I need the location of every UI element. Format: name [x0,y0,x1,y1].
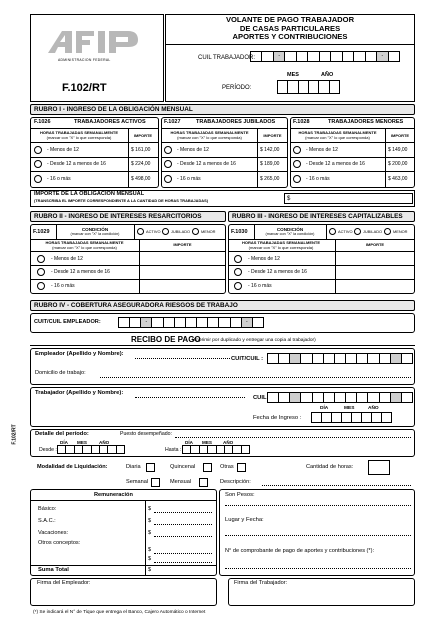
desde-field[interactable] [57,445,125,454]
radio-menos-12[interactable] [34,146,42,154]
col-importe: IMPORTE [133,133,153,138]
radio-desde-12[interactable] [234,268,242,276]
desde-label: Desde : [39,447,57,453]
fi-anio: AÑO [368,406,379,411]
cuil-trabajador-field[interactable]: - - [250,51,400,62]
panel-name: TRABAJADORES ACTIVOS [74,119,146,125]
footnote: (*) Se indicará el N° de Tique que entrega el Banco, Cajero Automático o Internet [33,610,206,615]
fecha-ingreso-label: Fecha de Ingreso : [253,415,302,421]
importe-obligacion-sub: (TRANSCRIBA EL IMPORTE CORRESPONDIENTE A LA CANTIDAD DE HORAS TRABAJADAS) [34,198,208,203]
opt-jubilado: JUBILADO [363,229,383,234]
row-label: - Desde 12 a menos de 16 [248,269,307,275]
logo-subtitle: ADMINISTRACION FEDERAL [58,58,111,62]
row-label: - Menos de 12 [248,256,280,262]
rubro-3-title: RUBRO III - INGRESO DE INTERESES CAPITALIZABLES [228,211,415,222]
row-importe: $ 189,00 [260,161,280,167]
domicilio-input[interactable] [100,377,411,378]
recibo-subtitle: (Imprimir por duplicado y entregar una copia al trabajador) [192,338,316,343]
afip-logo [46,29,146,55]
radio-menor[interactable] [384,228,391,235]
cuil-label: CUIL: [253,395,269,401]
anio-label: AÑO [321,72,334,78]
cuil-trabajador-label: CUIL TRABAJADOR: [198,55,256,61]
rubro-4-title: RUBRO IV - COBERTURA ASEGURADORA RIESGOS DE TRABAJO [30,300,415,311]
rubro-1-title: RUBRO I - INGRESO DE LA OBLIGACIÓN MENSUAL [30,104,415,115]
radio-16-mas[interactable] [34,175,42,183]
periodo-field[interactable] [277,80,340,94]
diaria-checkbox[interactable] [146,463,155,472]
comprobante-label: N° de comprobante de pago de aportes y contribuciones (*): [225,548,375,554]
firma-trabajador-label: Firma del Trabajador: [234,580,288,586]
son-pesos-label: Son Pesos: [225,492,255,498]
otros-currency-1: $ [148,547,152,553]
mes-label: MES [287,72,299,78]
opt-jubilado: JUBILADO [171,229,191,234]
detalle-label: Detalle del período: [35,431,89,437]
row-label: - Desde 12 a menos de 16 [51,269,110,275]
radio-16-mas[interactable] [37,282,45,290]
otras-checkbox[interactable] [237,463,246,472]
rubro2-code: F.1029 [33,229,50,235]
row-label: - 16 o más [306,176,330,182]
vacaciones-input[interactable] [154,536,212,537]
row-importe: $ 161,00 [131,147,151,153]
trabajador-input[interactable] [135,397,245,398]
row-importe: $ 224,00 [131,161,151,167]
panel-code: F.1028 [293,119,310,125]
radio-desde-12[interactable] [164,160,172,168]
recibo-title: RECIBO DE PAGO [131,335,201,344]
son-pesos-input-1[interactable] [225,505,411,506]
cuit-empleador-label: CUIT/CUIL EMPLEADOR: [34,319,101,325]
diaria-label: Diaria [126,464,141,470]
lugar-fecha-label: Lugar y Fecha: [225,517,264,523]
row-label: - Menos de 12 [177,147,209,153]
radio-jubilado[interactable] [162,228,169,235]
firma-empleador-label: Firma del Empleador: [37,580,91,586]
basico-input[interactable] [154,512,212,513]
vacaciones-label: Vacaciones: [38,530,69,536]
row-label: - 16 o más [177,176,201,182]
form-title-line-3: APORTES Y CONTRIBUCIONES [232,32,348,42]
radio-menos-12[interactable] [37,255,45,263]
sac-input[interactable] [154,524,212,525]
vacaciones-currency: $ [148,530,152,536]
condicion-label: CONDICIÓN (marcar con "X" la condición) [265,227,315,237]
row-importe: $ 498,00 [131,176,151,182]
row-label: - Menos de 12 [47,147,79,153]
descripcion-label: Descripción: [220,479,251,485]
col-horas: HORAS TRABAJADAS SEMANALMENTE (marcar con "X" lo que corresponda) [170,130,249,140]
row-label: - Desde 12 a menos de 16 [306,161,365,167]
rubro3-code: F.1030 [231,229,248,235]
opt-activo: ACTIVO [146,229,161,234]
radio-menos-12[interactable] [164,146,172,154]
row-label: - Menos de 12 [306,147,338,153]
hasta-anio: AÑO [223,440,234,445]
suma-total-currency: $ [148,567,152,573]
sac-currency: $ [148,518,152,524]
semanal-label: Semanal [126,479,149,485]
importe-obligacion-input[interactable] [284,193,413,204]
radio-desde-12[interactable] [293,160,301,168]
row-label: - Menos de 12 [51,256,83,262]
fi-dia: DÍA [320,406,329,411]
radio-desde-12[interactable] [34,160,42,168]
cuit-cuil-field[interactable] [267,353,413,364]
radio-16-mas[interactable] [234,282,242,290]
hasta-mes: MES [202,440,212,445]
empleador-input[interactable] [135,358,230,359]
hasta-label: Hasta : [165,447,182,453]
radio-activo[interactable] [137,228,144,235]
quincenal-checkbox[interactable] [203,463,212,472]
semanal-checkbox[interactable] [151,478,160,487]
importe-obligacion-label: IMPORTE DE LA OBLIGACIÓN MENSUAL [34,191,145,197]
form-title-line-2: DE CASAS PARTICULARES [239,23,341,33]
col-importe: IMPORTE [173,242,192,247]
quincenal-label: Quincenal [170,464,196,470]
form-code: F.102/RT [62,82,107,94]
basico-label: Básico: [38,506,57,512]
col-horas: HORAS TRABAJADAS SEMANALMENTE (marcar con "X" lo que corresponda) [298,130,377,140]
basico-currency: $ [148,506,152,512]
row-importe: $ 463,00 [388,176,408,182]
col-importe: IMPORTE [365,242,385,247]
fi-mes: MES [344,406,355,411]
domicilio-label: Domicilio de trabajo: [35,370,86,376]
remuneracion-header: Remuneración [94,492,133,498]
col-importe: IMPORTE [263,133,282,138]
desde-mes: MES [77,440,87,445]
col-importe: IMPORTE [390,133,410,138]
puesto-input[interactable] [175,437,411,438]
mensual-checkbox[interactable] [199,478,208,487]
otros-input-2[interactable] [154,562,212,563]
panel-code: F.1026 [34,119,51,125]
row-importe: $ 142,00 [260,147,280,153]
periodo-label: PERÍODO: [222,85,252,91]
radio-activo[interactable] [329,228,336,235]
son-pesos-box [219,489,415,576]
cantidad-horas-label: Cantidad de horas: [306,464,354,470]
row-label: - 16 o más [47,176,71,182]
otros-label: Otros conceptos: [38,540,81,546]
panel-code: F.1027 [164,119,181,125]
lugar-fecha-input[interactable] [225,535,411,536]
desde-dia: DÍA [60,440,68,445]
condicion-label: CONDICIÓN (marcar con "X" la condición) [70,227,120,237]
cuil-field[interactable] [267,392,413,403]
col-horas: HORAS TRABAJADAS SEMANALMENTE (marcar con "X" lo que corresponda) [39,130,118,140]
cuit-cuil-label: CUIT/CUIL : [231,356,264,362]
radio-menos-12[interactable] [293,146,301,154]
form-title [165,16,415,42]
otros-input-1[interactable] [154,553,212,554]
radio-menos-12[interactable] [234,255,242,263]
otras-label: Otras [220,464,234,470]
row-label: - 16 o más [51,283,75,289]
opt-menor: MENOR [201,229,216,234]
opt-activo: ACTIVO [338,229,353,234]
hasta-field[interactable] [182,445,250,454]
row-importe: $ 200,00 [388,161,408,167]
row-label: - 16 o más [248,283,272,289]
recibo-side-code: F.102/RT [11,424,18,445]
radio-16-mas[interactable] [164,175,172,183]
radio-16-mas[interactable] [293,175,301,183]
radio-menor[interactable] [192,228,199,235]
col-horas: HORAS TRABAJADAS SEMANALMENTE (marcar con "X" lo que corresponda) [45,240,124,250]
sac-label: S.A.C.: [38,518,56,524]
desde-anio: AÑO [99,440,110,445]
afip-logo-icon [46,29,146,55]
form-title-line-1: VOLANTE DE PAGO TRABAJADOR [225,15,355,24]
row-importe: $ 265,00 [260,176,280,182]
otros-currency-2: $ [148,556,152,562]
rubro-2-title: RUBRO II - INGRESO DE INTERESES RESARCITORIOS [30,211,226,222]
row-importe: $ 149,00 [388,147,408,153]
col-horas: HORAS TRABAJADAS SEMANALMENTE (marcar con "X" lo que corresponda) [241,240,320,250]
modalidad-label: Modalidad de Liquidación: [37,464,108,470]
panel-name: TRABAJADORES JUBILADOS [196,119,276,125]
radio-desde-12[interactable] [37,268,45,276]
currency-sign: $ [287,196,291,202]
hasta-dia: DÍA [185,440,193,445]
puesto-label: Puesto desempeñado: [120,431,172,437]
panel-name: TRABAJADORES MENORES [328,119,404,125]
radio-jubilado[interactable] [354,228,361,235]
opt-menor: MENOR [393,229,408,234]
cantidad-horas-input[interactable] [368,460,390,475]
comprobante-input[interactable] [225,568,411,569]
empleador-label: Empleador (Apellido y Nombre): [35,351,124,357]
suma-total-label: Suma Total [38,567,69,573]
trabajador-label: Trabajador (Apellido y Nombre): [35,390,124,396]
row-label: - Desde 12 a menos de 16 [47,161,106,167]
fecha-ingreso-field[interactable] [311,412,392,423]
cuit-empleador-field[interactable]: - - [118,317,264,328]
descripcion-input[interactable] [262,485,411,486]
mensual-label: Mensual [170,479,192,485]
row-label: - Desde 12 a menos de 16 [177,161,236,167]
